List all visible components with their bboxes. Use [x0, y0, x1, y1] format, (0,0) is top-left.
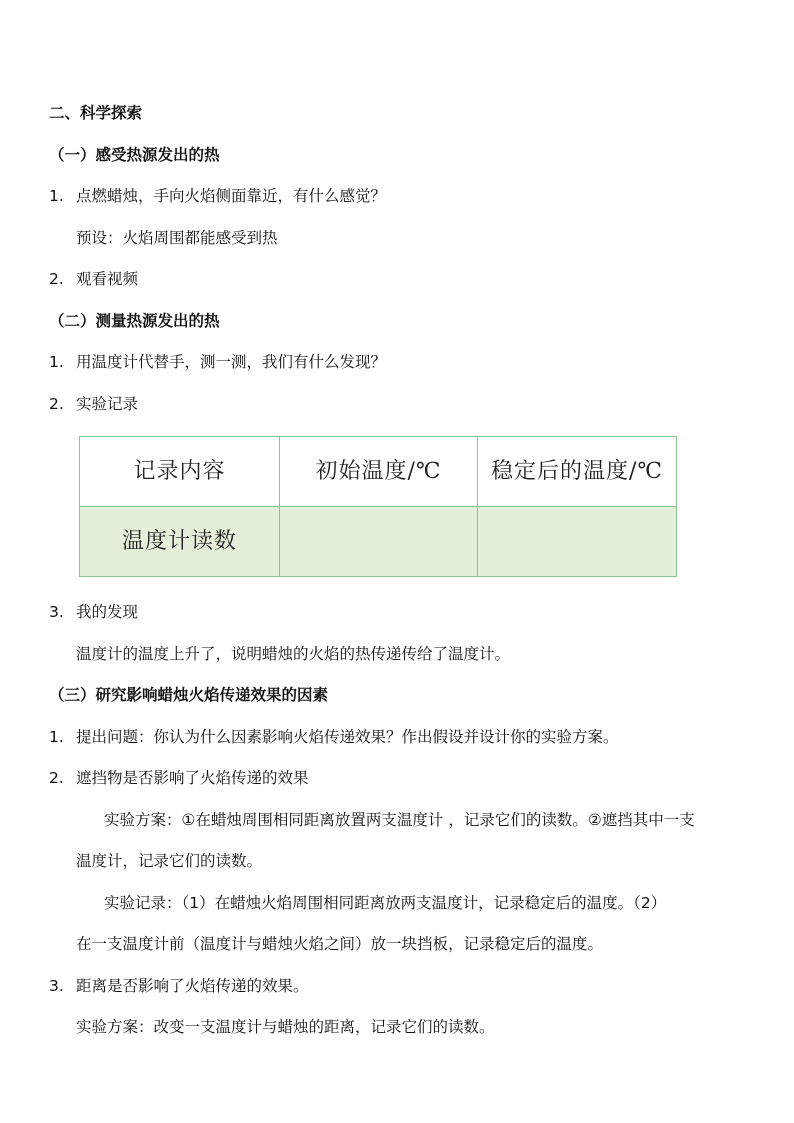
- list-number: 2.: [49, 270, 64, 288]
- list-item: 实验记录: [76, 395, 139, 413]
- list-item: 我的发现: [76, 603, 139, 621]
- list-number: 2.: [49, 769, 64, 787]
- table-cell: 温度计读数: [80, 507, 280, 577]
- section-title: 二、科学探索: [49, 104, 143, 122]
- table-header-cell: 记录内容: [80, 437, 280, 507]
- table-header-cell: 稳定后的温度/℃: [478, 437, 677, 507]
- experiment-record-table: [79, 436, 677, 577]
- part2-title: （二）测量热源发出的热: [49, 312, 220, 330]
- table-cell[interactable]: [478, 507, 677, 577]
- plan-text: 实验方案：①在蜡烛周围相同距离放置两支温度计 ，记录它们的读数。②遮挡其中一支: [104, 811, 695, 829]
- list-number: 3.: [49, 977, 64, 995]
- presumption-text: 预设：火焰周围都能感受到热: [76, 229, 278, 247]
- list-number: 3.: [49, 603, 64, 621]
- record-text: 实验记录：（1）在蜡烛火焰周围相同距离放两支温度计，记录稳定后的温度。（2）: [104, 894, 667, 912]
- list-item: 用温度计代替手，测一测，我们有什么发现？: [76, 353, 387, 371]
- plan-text: 实验方案：改变一支温度计与蜡烛的距离，记录它们的读数。: [76, 1018, 495, 1036]
- table-row: [80, 507, 677, 577]
- record-text: 在一支温度计前（温度计与蜡烛火焰之间）放一块挡板，记录稳定后的温度。: [76, 935, 604, 953]
- table-cell[interactable]: [280, 507, 478, 577]
- part3-title: （三）研究影响蜡烛火焰传递效果的因素: [49, 686, 329, 704]
- finding-text: 温度计的温度上升了，说明蜡烛的火焰的热传递传给了温度计。: [76, 645, 511, 663]
- list-item: 提出问题：你认为什么因素影响火焰传递效果？作出假设并设计你的实验方案。: [76, 728, 619, 746]
- plan-text: 温度计，记录它们的读数。: [76, 852, 263, 870]
- list-item: 观看视频: [76, 270, 139, 288]
- list-number: 1.: [49, 187, 64, 205]
- list-item: 距离是否影响了火焰传递的效果。: [76, 977, 309, 995]
- table-header-row: [80, 437, 677, 507]
- list-number: 1.: [49, 353, 64, 371]
- part1-title: （一）感受热源发出的热: [49, 146, 220, 164]
- list-item: 遮挡物是否影响了火焰传递的效果: [76, 769, 309, 787]
- list-number: 1.: [49, 728, 64, 746]
- list-number: 2.: [49, 395, 64, 413]
- list-item: 点燃蜡烛，手向火焰侧面靠近，有什么感觉？: [76, 187, 387, 205]
- table-header-cell: 初始温度/℃: [280, 437, 478, 507]
